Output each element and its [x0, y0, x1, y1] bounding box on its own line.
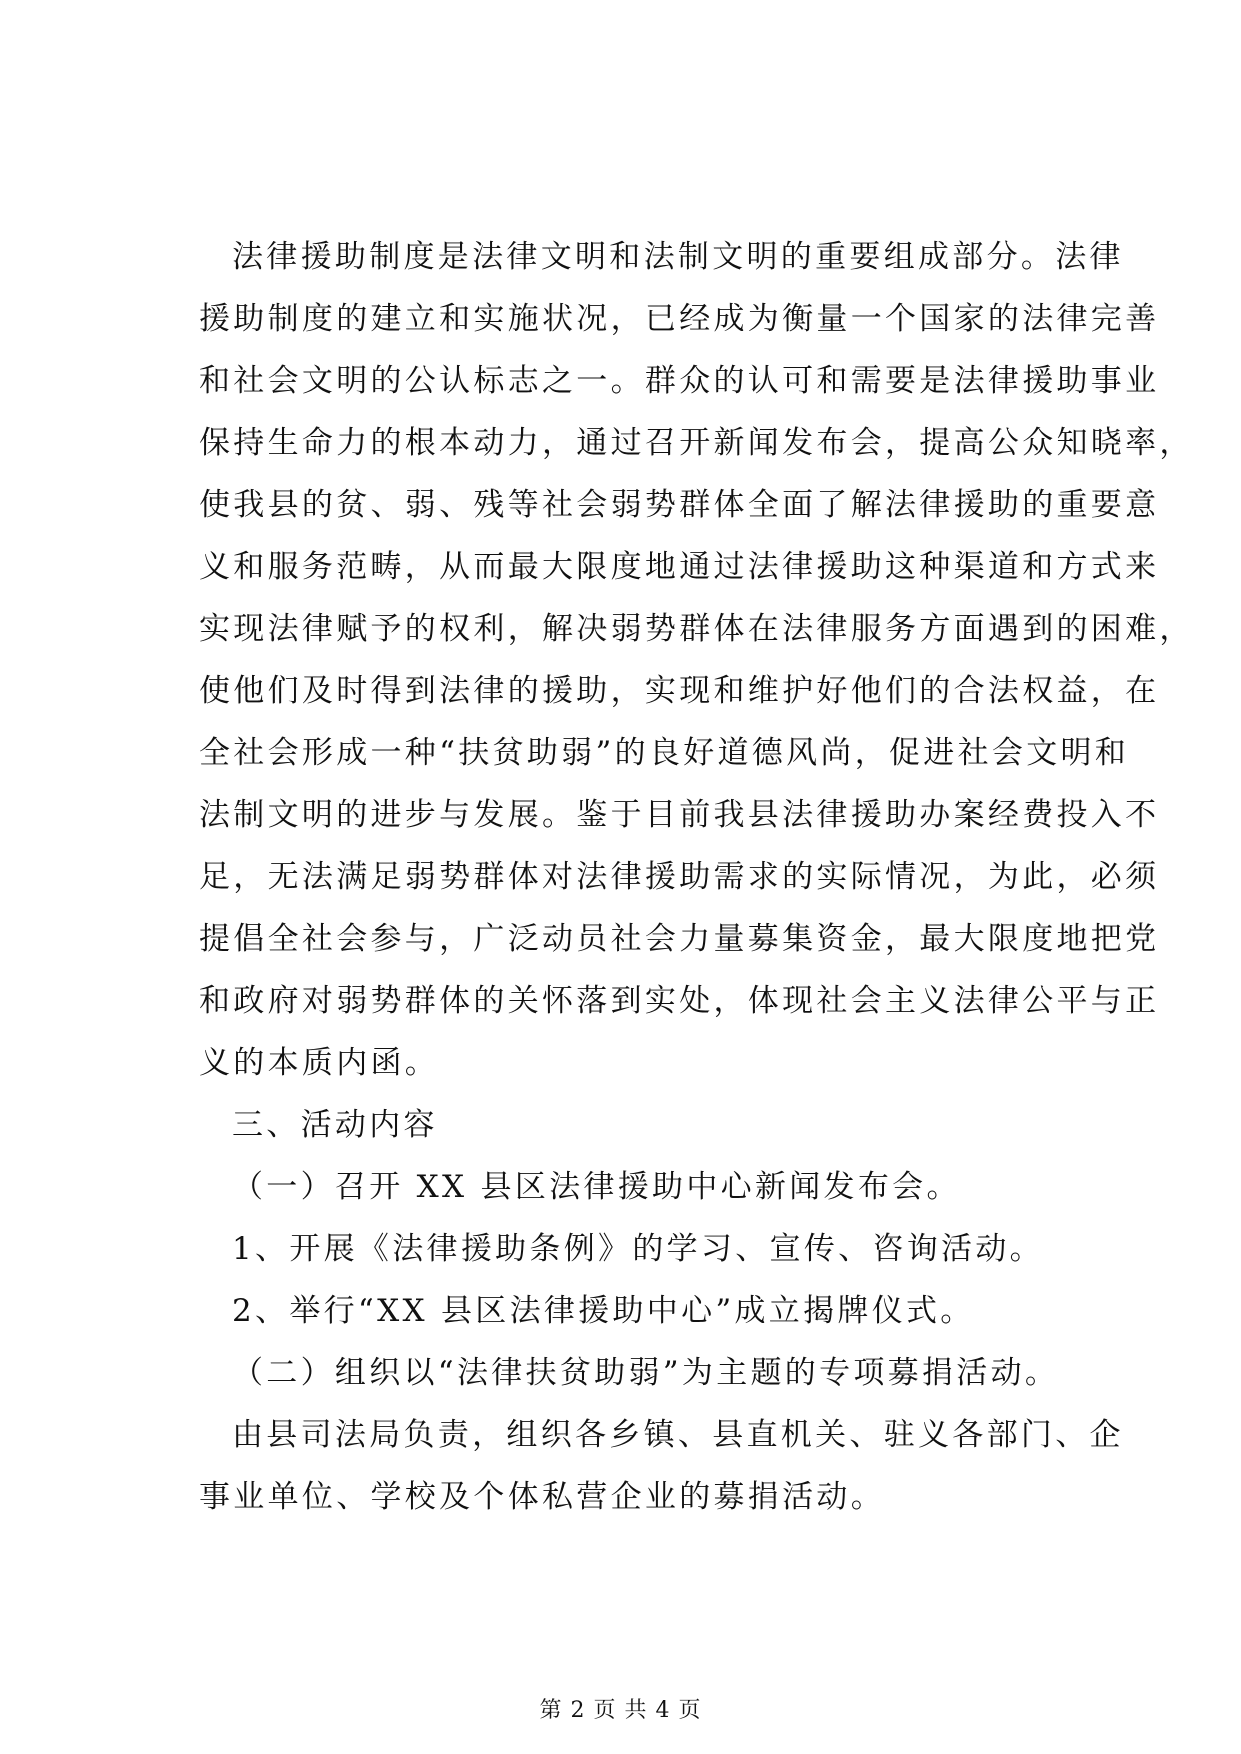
paragraph-line: 使我县的贫、弱、残等社会弱势群体全面了解法律援助的重要意	[199, 487, 1160, 523]
paragraph-line: 使他们及时得到法律的援助，实现和维护好他们的合法权益，在	[199, 673, 1160, 709]
subsection-heading: （一）召开 XX 县区法律援助中心新闻发布会。	[232, 1169, 961, 1205]
paragraph-line: 义的本质内函。	[199, 1045, 440, 1081]
subsection-heading: （二）组织以“法律扶贫助弱”为主题的专项募捐活动。	[232, 1355, 1060, 1391]
paragraph-line: 和社会文明的公认标志之一。群众的认可和需要是法律援助事业	[199, 363, 1160, 399]
paragraph-line: 义和服务范畴，从而最大限度地通过法律援助这种渠道和方式来	[199, 549, 1160, 585]
list-item: 2、举行“XX 县区法律援助中心”成立揭牌仪式。	[232, 1293, 975, 1329]
paragraph-line: 由县司法局负责，组织各乡镇、县直机关、驻义各部门、企	[232, 1417, 1124, 1453]
paragraph-line: 法制文明的进步与发展。鉴于目前我县法律援助办案经费投入不	[199, 797, 1160, 833]
paragraph-line: 足，无法满足弱势群体对法律援助需求的实际情况，为此，必须	[199, 859, 1160, 895]
paragraph-line: 提倡全社会参与，广泛动员社会力量募集资金，最大限度地把党	[199, 921, 1160, 957]
paragraph-line: 事业单位、学校及个体私营企业的募捐活动。	[199, 1479, 885, 1515]
paragraph-line: 全社会形成一种“扶贫助弱”的良好道德风尚，促进社会文明和	[199, 735, 1130, 771]
paragraph-line: 援助制度的建立和实施状况，已经成为衡量一个国家的法律完善	[199, 301, 1160, 337]
paragraph-line: 保持生命力的根本动力，通过召开新闻发布会，提高公众知晓率，	[199, 425, 1194, 461]
list-item: 1、开展《法律援助条例》的学习、宣传、咨询活动。	[232, 1231, 1044, 1267]
paragraph-line: 实现法律赋予的权利，解决弱势群体在法律服务方面遇到的困难，	[199, 611, 1194, 647]
page-footer: 第 2 页 共 4 页	[539, 1698, 702, 1723]
paragraph-line: 法律援助制度是法律文明和法制文明的重要组成部分。法律	[232, 239, 1124, 275]
section-heading: 三、活动内容	[232, 1107, 438, 1143]
document-body	[199, 226, 1194, 1528]
paragraph-line: 和政府对弱势群体的关怀落到实处，体现社会主义法律公平与正	[199, 983, 1160, 1019]
